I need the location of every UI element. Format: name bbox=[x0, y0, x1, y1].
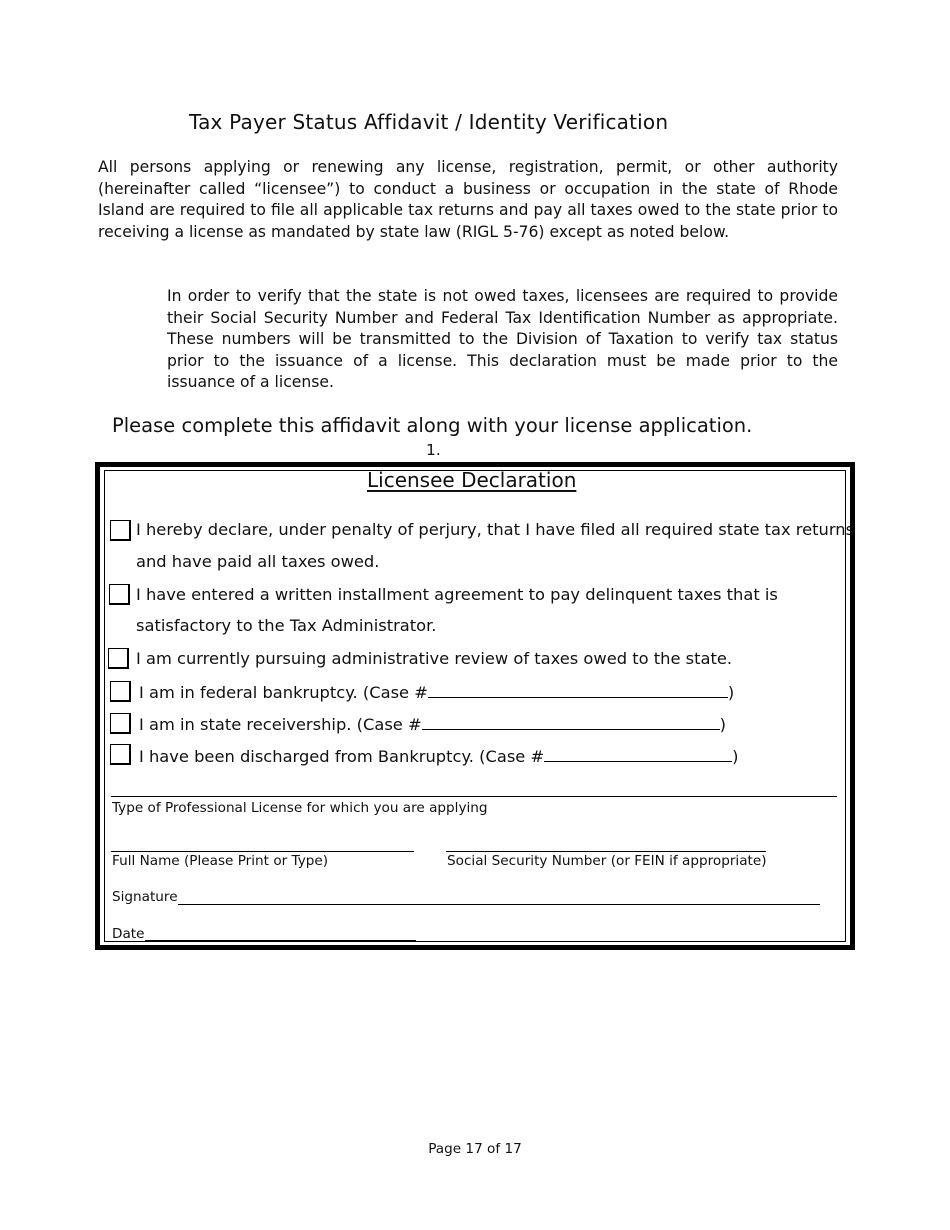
license-type-field[interactable] bbox=[111, 796, 837, 797]
state-receivership-close: ) bbox=[719, 715, 726, 734]
license-type-label: Type of Professional License for which you are applying bbox=[112, 800, 488, 816]
federal-bankruptcy-close: ) bbox=[727, 683, 735, 702]
ssn-field[interactable] bbox=[446, 851, 766, 852]
administrative-review-label: I am currently pursuing administrative review of taxes owed to the state. bbox=[136, 649, 733, 668]
filed-returns-checkbox[interactable] bbox=[110, 520, 131, 541]
installment-agreement-label-line1: I have entered a written installment agreement to pay delinquent taxes that is bbox=[136, 585, 778, 604]
page-footer: Page 17 of 17 bbox=[428, 1141, 522, 1157]
ssn-label: Social Security Number (or FEIN if appropriate) bbox=[447, 853, 767, 869]
filed-returns-label-line2: and have paid all taxes owed. bbox=[136, 552, 380, 571]
date-field[interactable] bbox=[145, 940, 416, 941]
intro-paragraph: All persons applying or renewing any license, registration, permit, or other authority (hereinafter called “licensee”) to conduct a business or occupation in the state of Rhode Island are required to file all applicable tax returns and pay all taxes owed to the state prior to receiving a license as mandated by state law (RIGL 5-76) except as noted below. bbox=[98, 158, 838, 241]
discharged-bankruptcy-close: ) bbox=[732, 747, 739, 766]
discharged-bankruptcy-case-field[interactable] bbox=[544, 745, 732, 762]
discharged-bankruptcy-row bbox=[139, 745, 739, 766]
verification-paragraph: In order to verify that the state is not owed taxes, licensees are required to provide their Social Security Number and Federal Tax Identification Number as appropriate. These numbers will be transmitted to the Division of Taxation to verify tax status prior to the issuance of a license. This declaration must be made prior to the issuance of a license. bbox=[167, 287, 838, 391]
date-label: Date bbox=[112, 926, 145, 942]
discharged-bankruptcy-checkbox[interactable] bbox=[110, 744, 131, 765]
discharged-bankruptcy-label: I have been discharged from Bankruptcy. (Case # bbox=[139, 747, 545, 766]
installment-agreement-checkbox[interactable] bbox=[109, 584, 130, 605]
administrative-review-checkbox[interactable] bbox=[108, 648, 129, 669]
federal-bankruptcy-checkbox[interactable] bbox=[110, 681, 131, 702]
state-receivership-checkbox[interactable] bbox=[110, 713, 131, 734]
full-name-label: Full Name (Please Print or Type) bbox=[112, 853, 329, 869]
signature-field[interactable] bbox=[178, 904, 820, 905]
declaration-box-inner-border bbox=[104, 470, 846, 942]
installment-agreement-label-line2: satisfactory to the Tax Administrator. bbox=[136, 616, 437, 635]
filed-returns-label-line1: I hereby declare, under penalty of perjury, that I have filed all required state tax returns bbox=[136, 520, 855, 539]
document-title: Tax Payer Status Affidavit / Identity Verification bbox=[189, 110, 669, 134]
full-name-field[interactable] bbox=[111, 851, 414, 852]
signature-label: Signature bbox=[112, 889, 178, 905]
federal-bankruptcy-case-field[interactable] bbox=[428, 681, 728, 698]
section-number: 1. bbox=[426, 441, 441, 459]
instruction-text: Please complete this affidavit along with your license application. bbox=[112, 414, 753, 437]
state-receivership-label: I am in state receivership. (Case # bbox=[139, 715, 422, 734]
federal-bankruptcy-label: I am in federal bankruptcy. (Case # bbox=[139, 683, 428, 702]
federal-bankruptcy-row bbox=[139, 681, 734, 702]
declaration-title: Licensee Declaration bbox=[367, 468, 577, 492]
state-receivership-case-field[interactable] bbox=[422, 713, 720, 730]
state-receivership-row bbox=[139, 713, 726, 734]
